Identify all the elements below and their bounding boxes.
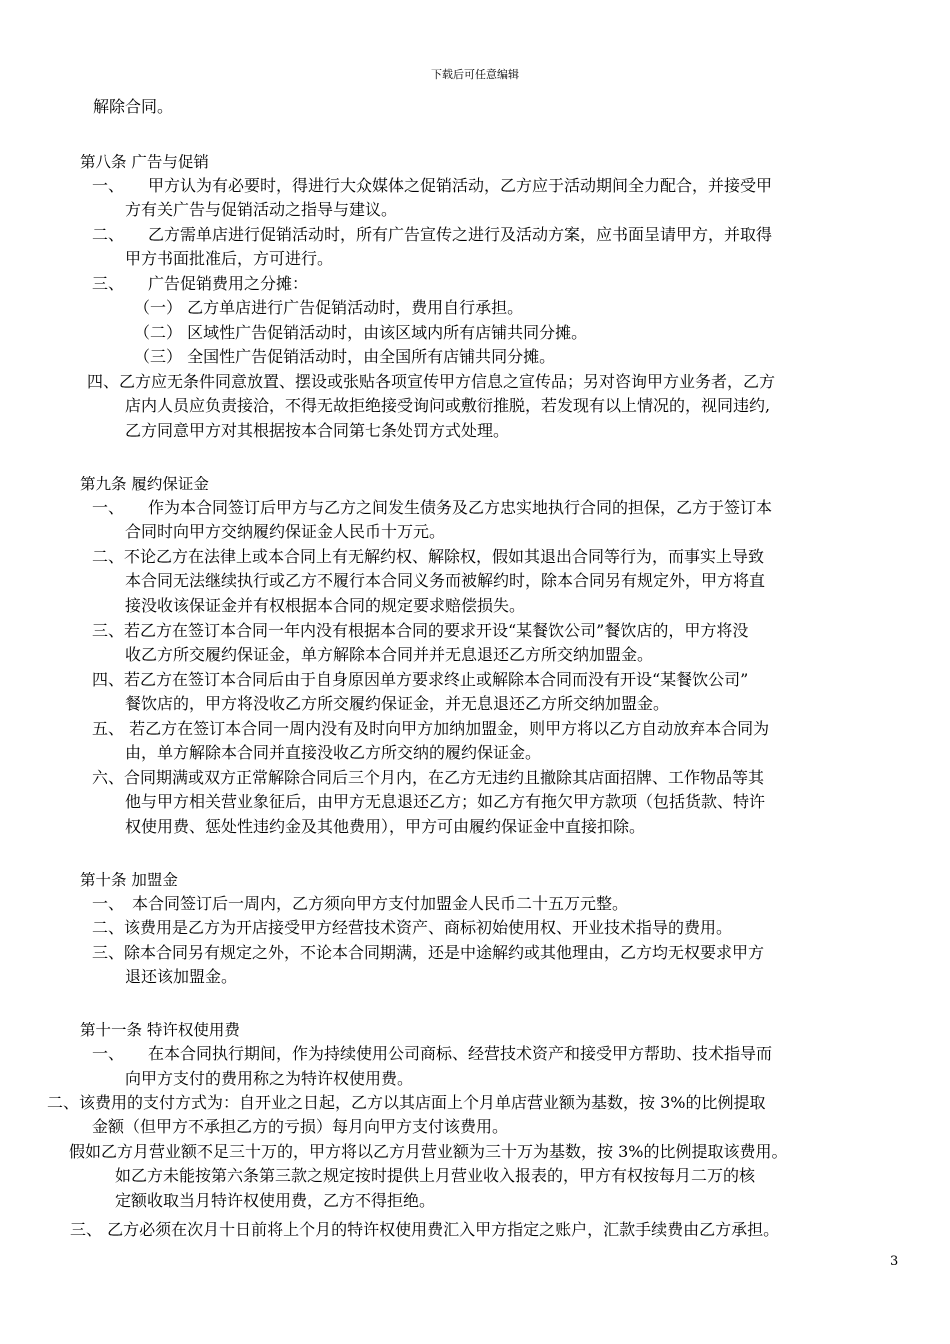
text-line: 五、 若乙方在签订本合同一周内没有及时向甲方加纳加盟金，则甲方将以乙方自动放弃本合同为 [92, 719, 770, 738]
text-line: 店内人员应负责接洽，不得无故拒绝接受询问或敷衍推脱，若发现有以上情况的，视同违约, [125, 396, 771, 415]
text-line: 金额（但甲方不承担乙方的亏损）每月向甲方支付该费用。 [92, 1117, 509, 1136]
text-line: 本合同无法继续执行或乙方不履行本合同义务而被解约时，除本合同另有规定外，甲方将直 [125, 571, 766, 590]
text-line: 解除合同。 [93, 97, 174, 116]
section-heading: 第十条 加盟金 [80, 871, 178, 889]
page-header: 下载后可任意编辑 [431, 68, 519, 81]
section-heading: 第九条 履约保证金 [80, 475, 209, 493]
text-line: 他与甲方相关营业象征后，由甲方无息退还乙方；如乙方有拖欠甲方款项（包括货款、特许 [125, 792, 766, 811]
text-line: （一） 乙方单店进行广告促销活动时，费用自行承担。 [134, 298, 524, 317]
text-line: 四、乙方应无条件同意放置、摆设或张贴各项宣传甲方信息之宣传品；另对咨询甲方业务者，乙方 [87, 372, 776, 391]
text-line: 四、若乙方在签订本合同后由于自身原因单方要求终止或解除本合同而没有开设“某餐饮公司” [92, 670, 749, 689]
text-line: 退还该加盟金。 [125, 967, 238, 986]
text-line: 餐饮店的，甲方将没收乙方所交履约保证金，并无息退还乙方所交纳加盟金。 [125, 694, 670, 713]
text-line: 一、 在本合同执行期间，作为持续使用公司商标、经营技术资产和接受甲方帮助、技术指导而 [92, 1044, 773, 1063]
text-line: 向甲方支付的费用称之为特许权使用费。 [125, 1069, 414, 1088]
text-line: 方有关广告与促销活动之指导与建议。 [125, 200, 398, 219]
text-line: 二、不论乙方在法律上或本合同上有无解约权、解除权，假如其退出合同等行为，而事实上导致 [92, 547, 765, 566]
section-heading: 第十一条 特许权使用费 [80, 1021, 240, 1039]
section-heading: 第八条 广告与促销 [80, 153, 209, 171]
text-line: （三） 全国性广告促销活动时，由全国所有店铺共同分摊。 [134, 347, 556, 366]
text-line: 甲方书面批准后，方可进行。 [125, 249, 334, 268]
text-line: 一、 本合同签订后一周内，乙方须向甲方支付加盟金人民币二十五万元整。 [92, 894, 629, 913]
text-line: 三、若乙方在签订本合同一年内没有根据本合同的要求开设“某餐饮公司”餐饮店的，甲方将没 [92, 621, 749, 640]
text-line: （二） 区域性广告促销活动时，由该区域内所有店铺共同分摊。 [134, 323, 588, 342]
text-line: 三、 乙方必须在次月十日前将上个月的特许权使用费汇入甲方指定之账户，汇款手续费由乙方承担。 [70, 1220, 780, 1239]
text-line: 接没收该保证金并有权根据本合同的规定要求赔偿损失。 [125, 596, 526, 615]
text-line: 二、该费用的支付方式为：自开业之日起，乙方以其店面上个月单店营业额为基数，按 3%的比例提取 [47, 1093, 766, 1112]
text-line: 假如乙方月营业额不足三十万的，甲方将以乙方月营业额为三十万为基数，按 3%的比例提取该费用。 [69, 1142, 788, 1161]
text-line: 收乙方所交履约保证金，单方解除本合同并并无息退还乙方所交纳加盟金。 [125, 645, 654, 664]
text-line: 六、合同期满或双方正常解除合同后三个月内，在乙方无违约且撤除其店面招牌、工作物品等其 [92, 768, 765, 787]
text-line: 由，单方解除本合同并直接没收乙方所交纳的履约保证金。 [125, 743, 542, 762]
text-line: 一、 作为本合同签订后甲方与乙方之间发生债务及乙方忠实地执行合同的担保，乙方于签订本 [92, 498, 773, 517]
text-line: 定额收取当月特许权使用费，乙方不得拒绝。 [115, 1191, 436, 1210]
text-line: 一、 甲方认为有必要时，得进行大众媒体之促销活动，乙方应于活动期间全力配合，并接受甲 [92, 176, 773, 195]
text-line: 如乙方未能按第六条第三款之规定按时提供上月营业收入报表的，甲方有权按每月二万的核 [115, 1166, 756, 1185]
text-line: 二、该费用是乙方为开店接受甲方经营技术资产、商标初始使用权、开业技术指导的费用。 [92, 918, 733, 937]
page-number: 3 [890, 1254, 899, 1269]
text-line: 二、 乙方需单店进行促销活动时，所有广告宣传之进行及活动方案，应书面呈请甲方，并取得 [92, 225, 773, 244]
text-line: 权使用费、惩处性违约金及其他费用），甲方可由履约保证金中直接扣除。 [125, 817, 646, 836]
text-line: 乙方同意甲方对其根据按本合同第七条处罚方式处理。 [125, 421, 510, 440]
text-line: 合同时向甲方交纳履约保证金人民币十万元。 [125, 522, 446, 541]
text-line: 三、 广告促销费用之分摊： [92, 274, 309, 293]
text-line: 三、除本合同另有规定之外，不论本合同期满，还是中途解约或其他理由，乙方均无权要求甲方 [92, 943, 765, 962]
